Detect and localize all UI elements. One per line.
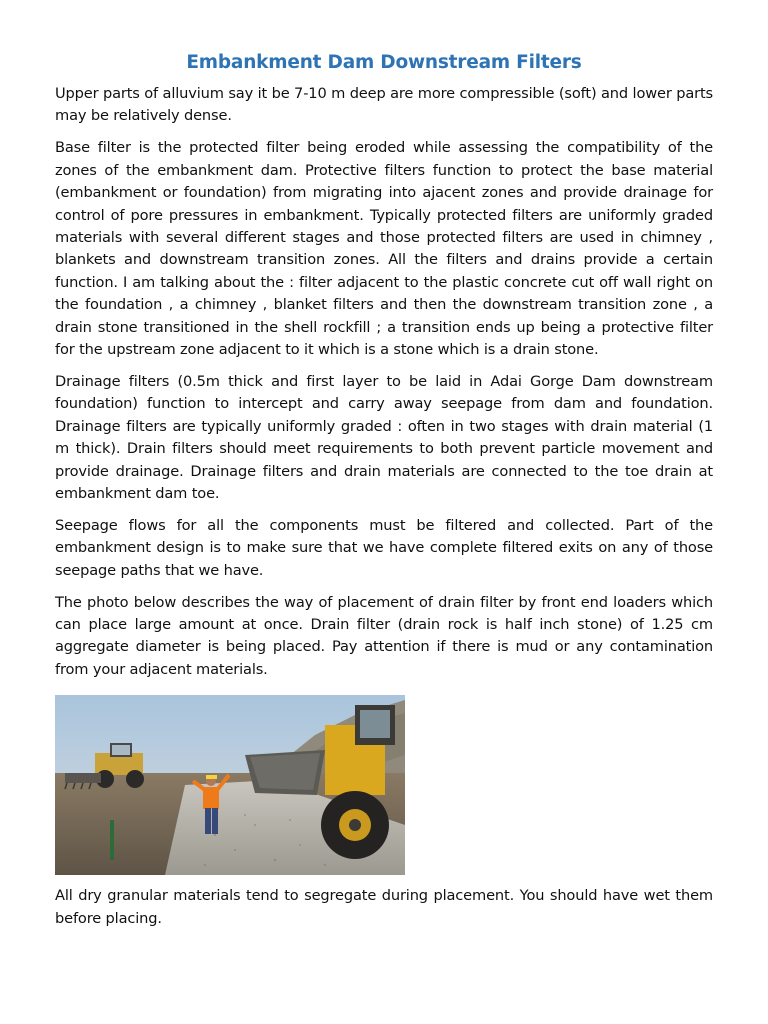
paragraph-seepage: Seepage flows for all the components must be filtered and collected. Part of the embankment design is to make sure that we have complete filtered exits on any of those seepage paths that we have. xyxy=(55,516,713,579)
paragraph-photo-description: The photo below describes the way of placement of drain filter by front end loaders which can place large amount at once. Drain filter (drain rock is half inch stone) of 1.25 cm aggregate diameter is being placed. Pay attention if there is mud or any contamination from your adjacent materials. xyxy=(55,593,713,678)
closing-paragraph: All dry granular materials tend to segregate during placement. You should have wet them before placing. xyxy=(55,887,713,927)
page-title: Embankment Dam Downstream Filters xyxy=(186,52,582,73)
paragraph-drainage-filters: Drainage filters (0.5m thick and first layer to be laid in Adai Gorge Dam downstream foundation) function to intercept and carry away seepage from dam and foundation. Drainage filters are typically uniformly graded : often in two stages with drain material (1 m thick). Drain filters should meet requirements to both prevent particle movement and provide drainage. Drainage filters and drain materials are connected to the toe drain at embankment dam toe. xyxy=(55,372,713,502)
photo-stake xyxy=(110,820,114,860)
drain-filter-placement-photo xyxy=(55,695,405,875)
paragraph-base-filter: Base filter is the protected filter being eroded while assessing the compatibility of the zones of the embankment dam. Protective filters function to protect the base material (embankment or foundation) from migrating into ajacent zones and provide drainage for control of pore pressures in embankment. Typically protected filters are uniformly graded materials with several different stages and those protected filters are used in chimney , blankets and downstream transition zones. All the filters and drains provide a certain function. I am talking about the : filter adjacent to the plastic concrete cut off wall right on the foundation , a chimney , blanket filters and then the downstream transition zone , a drain stone transitioned in the shell rockfill ; a transition ends up being a protective filter for the upstream zone adjacent to it which is a stone which is a drain stone. xyxy=(55,139,713,358)
paragraph-alluvium: Upper parts of alluvium say it be 7-10 m deep are more compressible (soft) and lower parts may be relatively dense. xyxy=(55,85,713,125)
document-page xyxy=(55,52,713,939)
